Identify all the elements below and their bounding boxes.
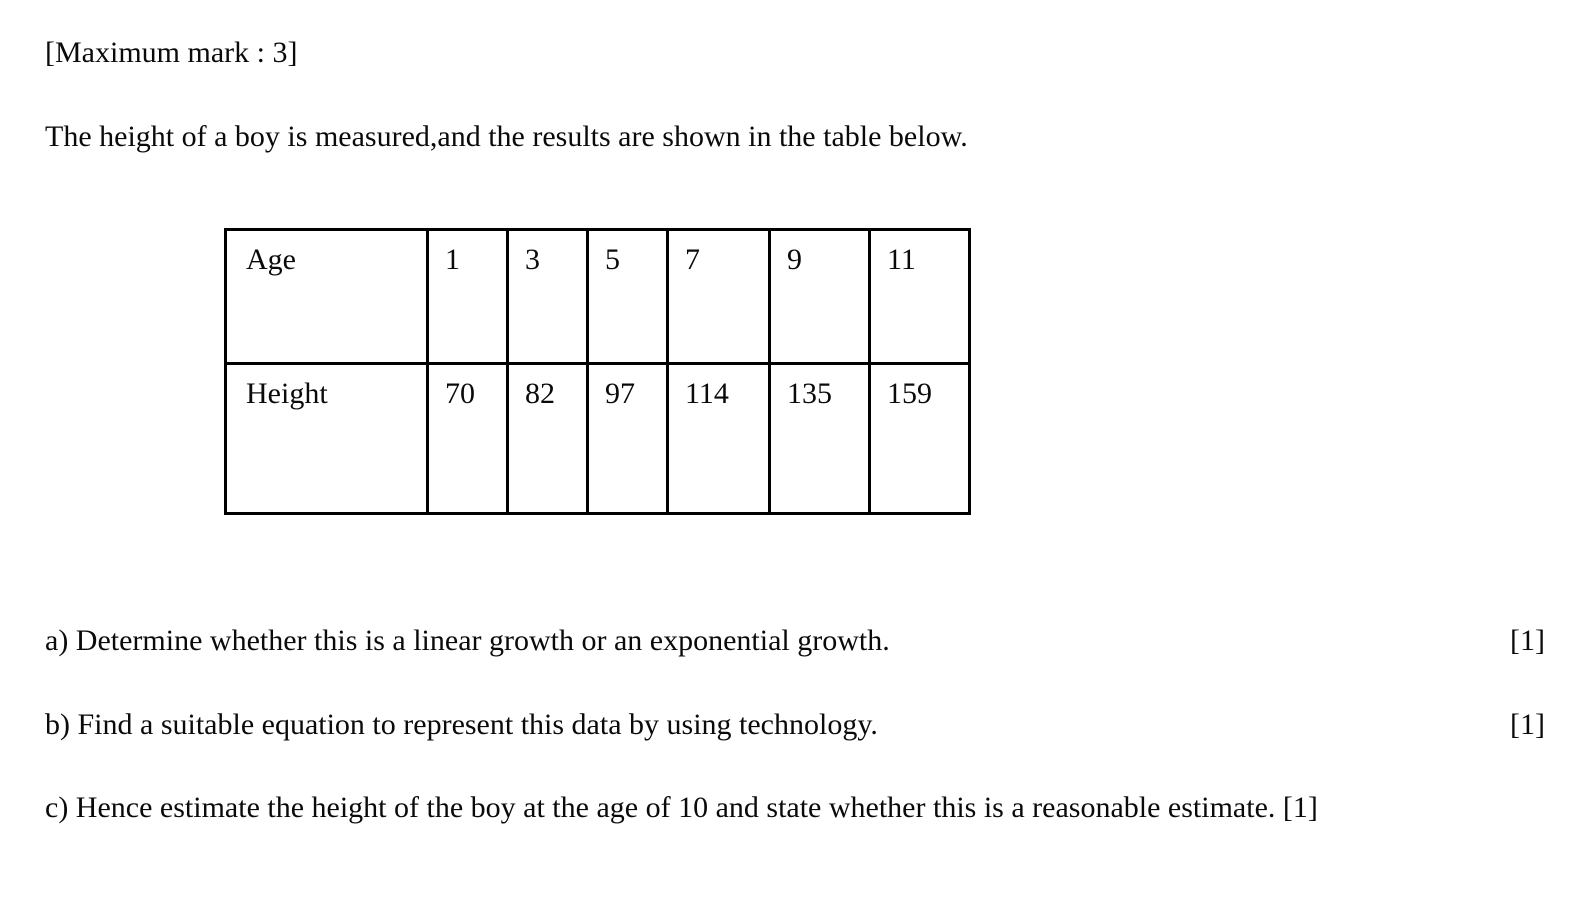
cell-age-3: 5	[588, 230, 668, 364]
cell-age-5: 9	[770, 230, 870, 364]
maximum-mark-header: [Maximum mark : 3]	[45, 36, 298, 69]
cell-age-1: 1	[428, 230, 508, 364]
height-data-table	[224, 228, 971, 515]
question-part-a-text: a) Determine whether this is a linear growth or an exponential growth.	[45, 624, 890, 657]
question-part-b	[45, 708, 1545, 741]
table-row	[226, 364, 970, 514]
cell-height-3: 97	[588, 364, 668, 514]
row-label-height: Height	[226, 364, 428, 514]
table-row	[226, 230, 970, 364]
question-part-b-mark: [1]	[1510, 708, 1545, 741]
question-part-a-mark: [1]	[1510, 624, 1545, 657]
cell-height-1: 70	[428, 364, 508, 514]
question-part-a	[45, 624, 1545, 657]
cell-height-5: 135	[770, 364, 870, 514]
cell-age-6: 11	[870, 230, 970, 364]
question-part-c	[45, 791, 1545, 824]
question-intro-text: The height of a boy is measured,and the results are shown in the table below.	[45, 120, 968, 153]
cell-age-4: 7	[668, 230, 770, 364]
row-label-age: Age	[226, 230, 428, 364]
question-part-c-text: c) Hence estimate the height of the boy at the age of 10 and state whether this is a reasonable estimate. [1]	[45, 791, 1318, 824]
cell-height-2: 82	[508, 364, 588, 514]
cell-height-6: 159	[870, 364, 970, 514]
question-part-b-text: b) Find a suitable equation to represent this data by using technology.	[45, 708, 878, 741]
cell-age-2: 3	[508, 230, 588, 364]
cell-height-4: 114	[668, 364, 770, 514]
